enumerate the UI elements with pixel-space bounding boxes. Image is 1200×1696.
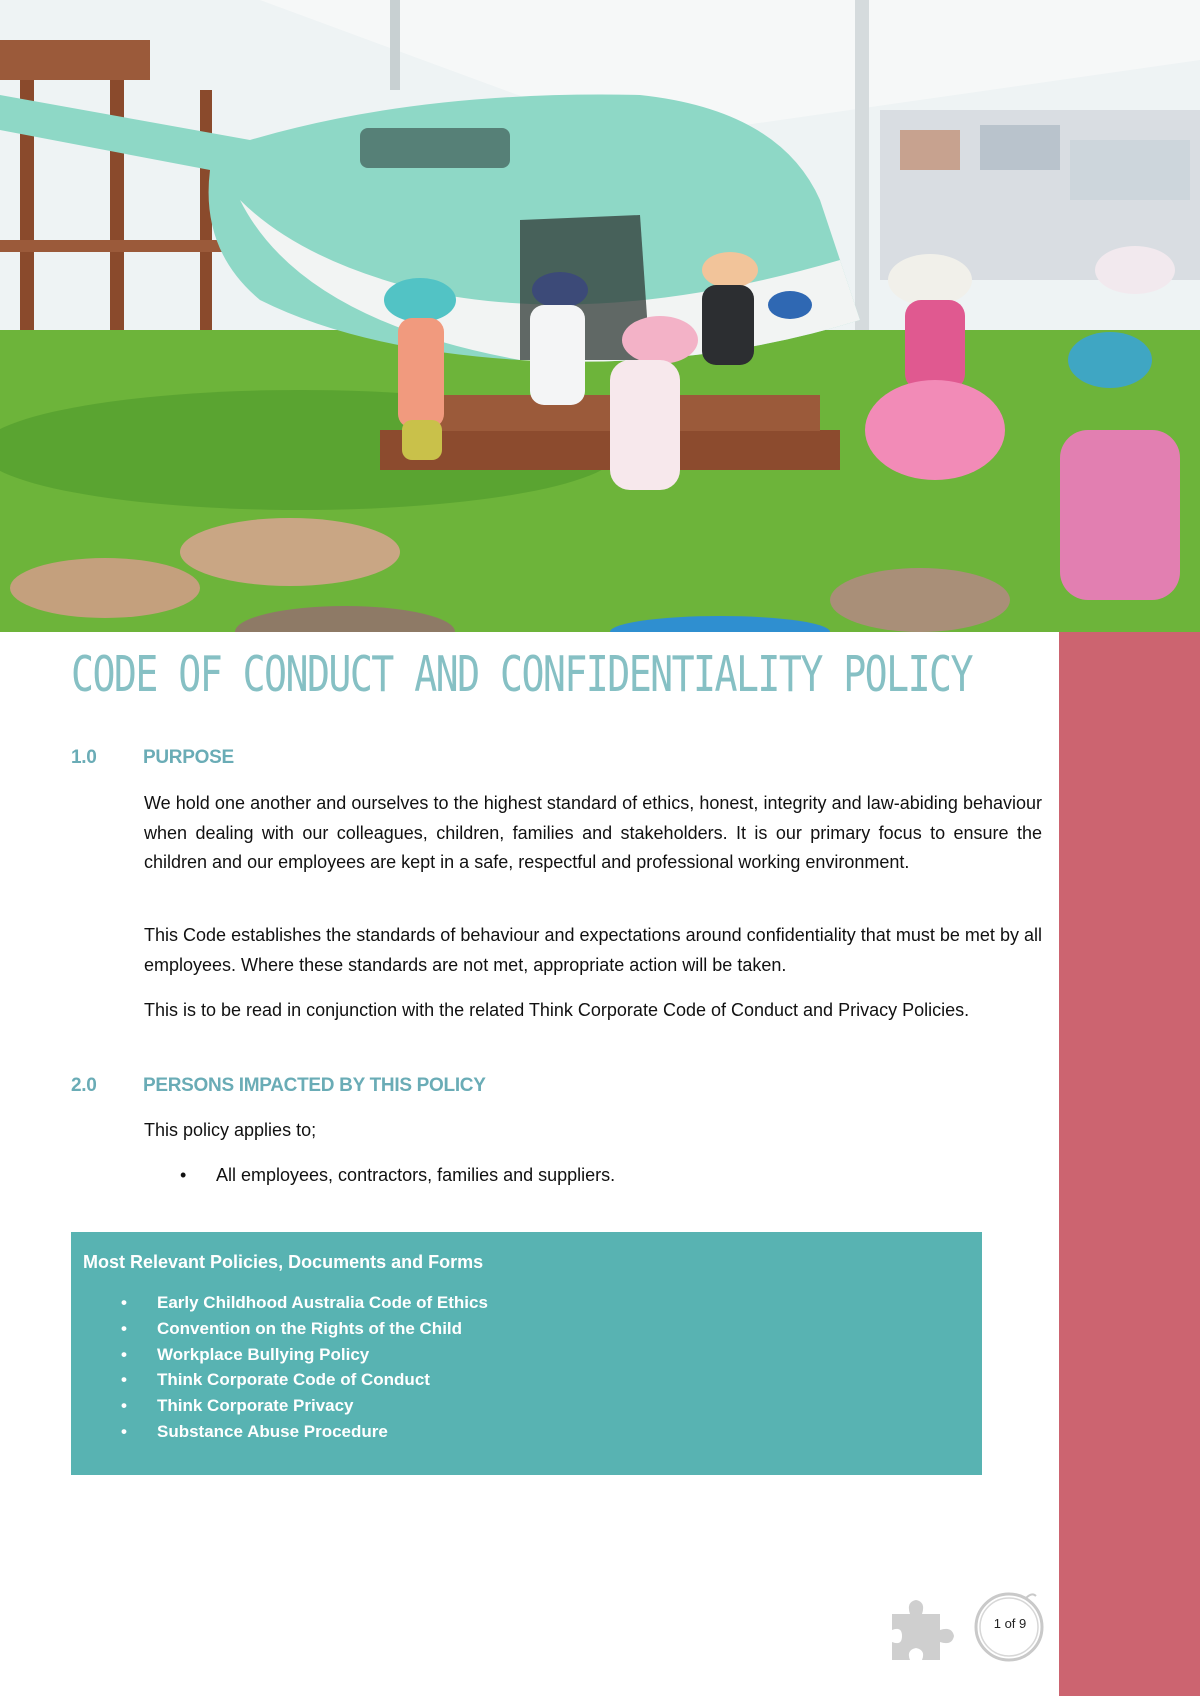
- list-item-text: Substance Abuse Procedure: [157, 1421, 388, 1441]
- purpose-paragraph-2: This Code establishes the standards of behaviour and expectations around confidentiality that must be met by all employees. Where these standards are not met, appropriate action will be taken.: [144, 925, 1042, 975]
- purpose-paragraph-1: We hold one another and ourselves to the highest standard of ethics, honest, integrity and law-abiding behaviour when dealing with our colleagues, children, families and stakeholders. It is our primary focus to ensure the children and our employees are kept in a safe, respectful and professional working environment.: [144, 793, 1042, 872]
- hero-photo: [0, 0, 1200, 632]
- section-title: PURPOSE: [143, 747, 234, 768]
- list-item: [121, 1393, 488, 1419]
- list-item: [180, 1165, 615, 1186]
- list-item-text: All employees, contractors, families and suppliers.: [216, 1165, 616, 1185]
- applies-to-intro: This policy applies to;: [144, 1120, 317, 1140]
- page-title: CODE OF CONDUCT AND CONFIDENTIALITY POLICY: [71, 646, 972, 703]
- list-item: [121, 1419, 488, 1445]
- related-policies-title: Most Relevant Policies, Documents and Forms: [83, 1252, 484, 1272]
- bullet-icon: •: [121, 1396, 127, 1416]
- section-title: PERSONS IMPACTED BY THIS POLICY: [143, 1075, 486, 1096]
- section-number: 1.0: [71, 747, 97, 768]
- list-item: [121, 1290, 488, 1316]
- related-policies-box: [71, 1232, 982, 1475]
- bullet-icon: •: [121, 1293, 127, 1312]
- list-item: [121, 1342, 488, 1368]
- hero-illustration: [0, 0, 1200, 632]
- section-number: 2.0: [71, 1075, 97, 1096]
- bullet-icon: •: [180, 1165, 187, 1185]
- bullet-icon: •: [121, 1344, 127, 1364]
- list-item-text: Think Corporate Code of Conduct: [157, 1370, 430, 1390]
- page-number: 1 of 9: [993, 1616, 1027, 1631]
- list-item-text: Think Corporate Privacy: [157, 1396, 354, 1416]
- bullet-icon: •: [121, 1370, 127, 1390]
- puzzle-icon: [886, 1594, 958, 1666]
- side-stripe: [1059, 632, 1200, 1696]
- list-item: [121, 1367, 488, 1393]
- section-heading-purpose: [71, 747, 234, 769]
- related-policies-list: [121, 1290, 488, 1445]
- bullet-icon: •: [121, 1318, 127, 1338]
- list-item-text: Workplace Bullying Policy: [157, 1344, 370, 1364]
- list-item-text: Early Childhood Australia Code of Ethics: [157, 1293, 488, 1312]
- section-heading-persons-impacted: [71, 1075, 486, 1097]
- list-item: [121, 1316, 488, 1342]
- bullet-icon: •: [121, 1421, 127, 1441]
- list-item-text: Convention on the Rights of the Child: [157, 1318, 463, 1338]
- purpose-paragraph-3: This is to be read in conjunction with the related Think Corporate Code of Conduct and Privacy Policies.: [144, 1000, 970, 1020]
